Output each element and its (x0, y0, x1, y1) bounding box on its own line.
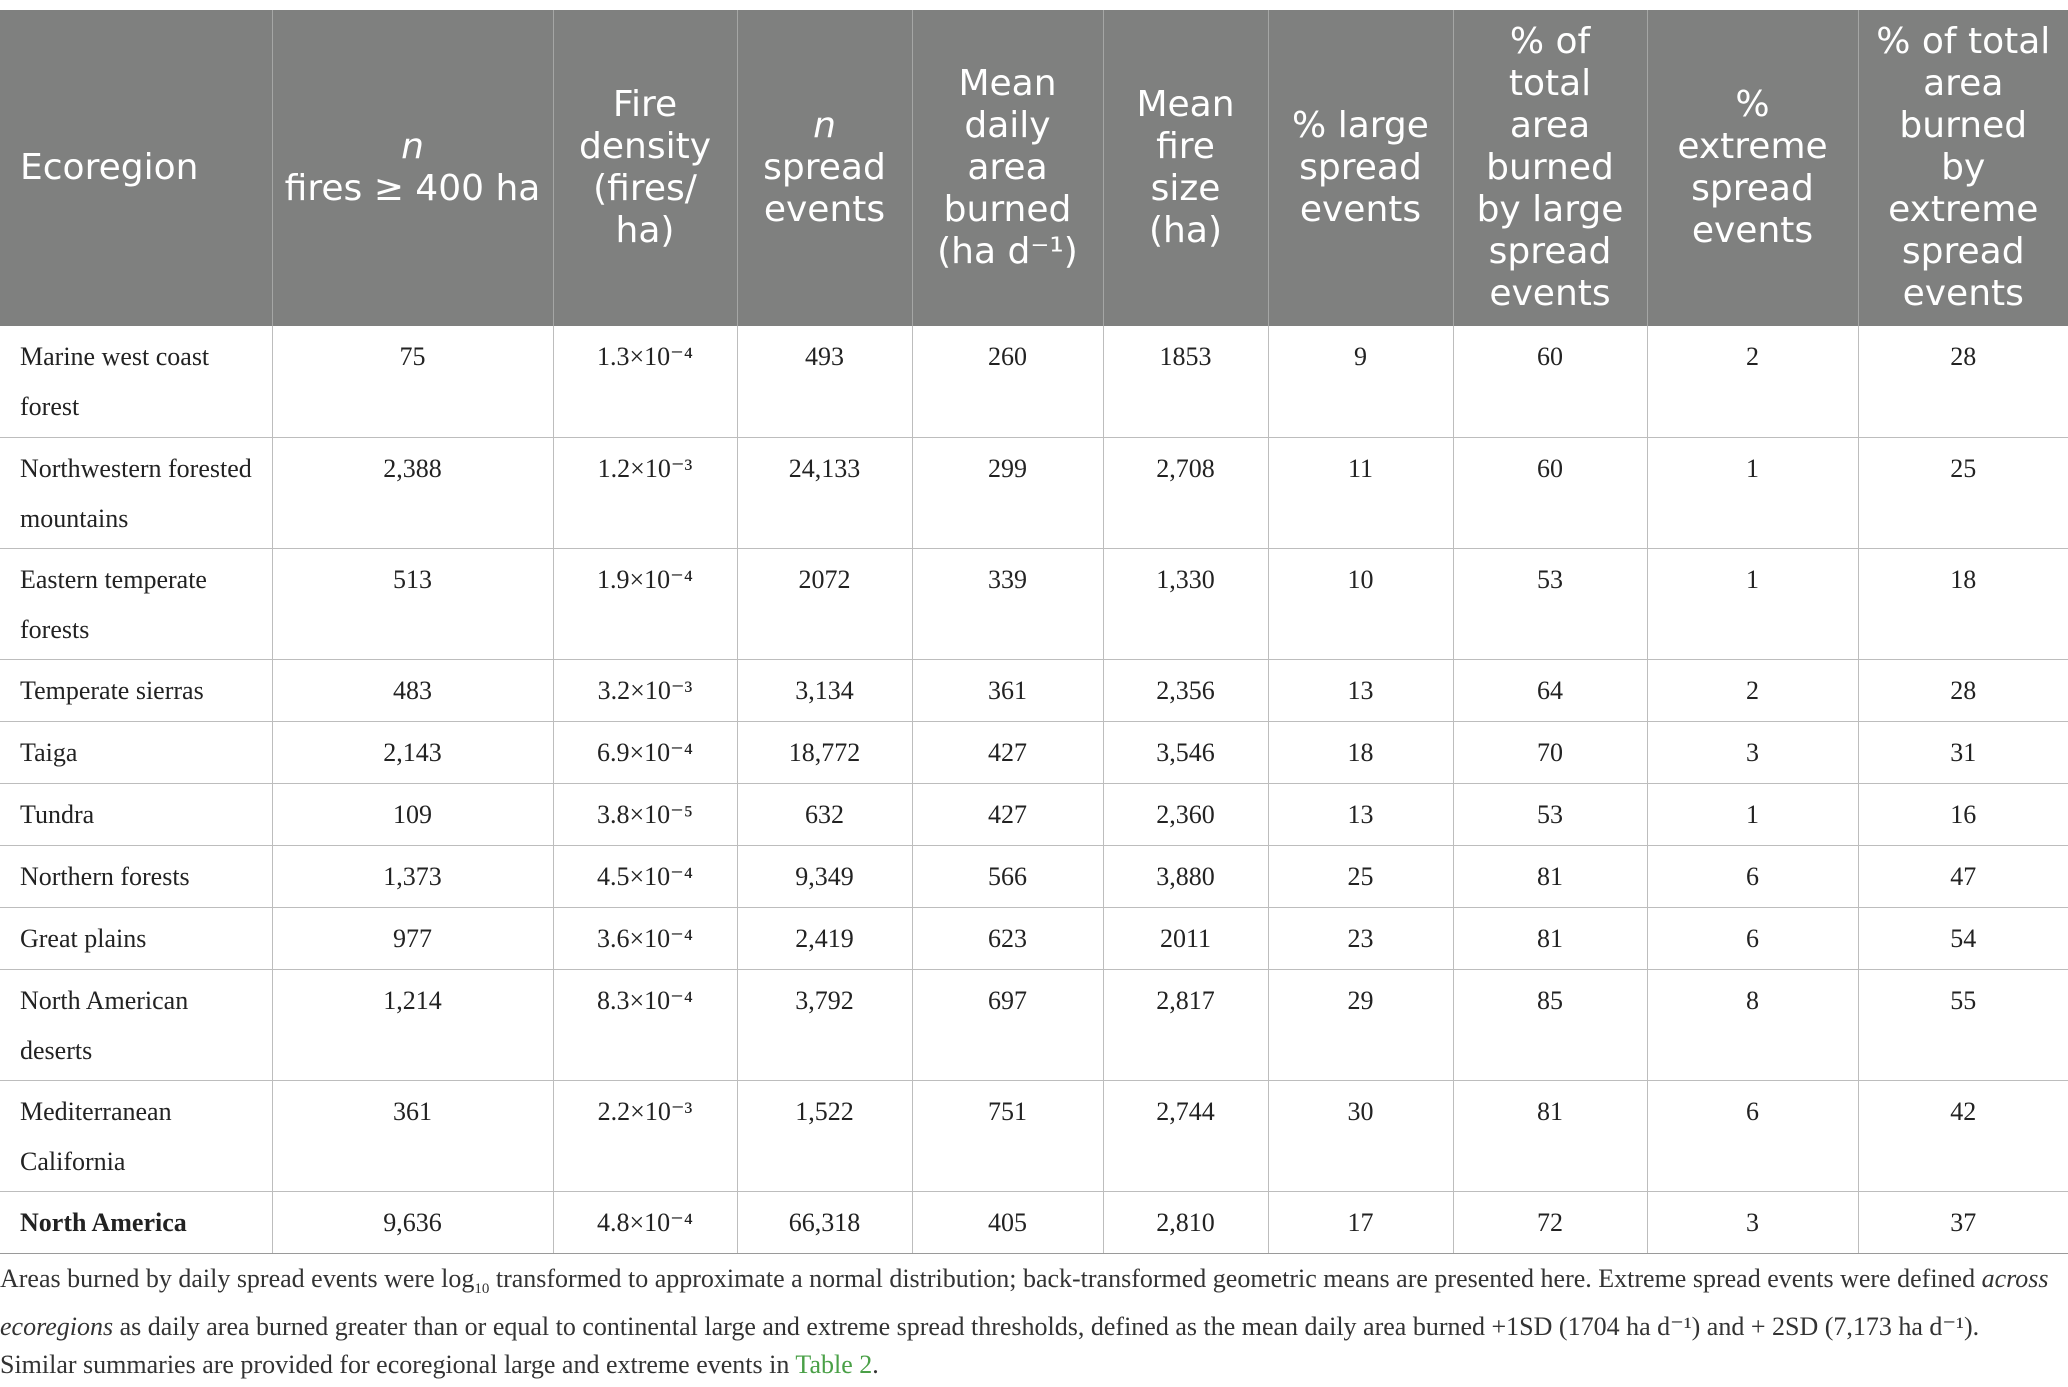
header-italic-n: n (401, 126, 424, 167)
cell-pct-large: 30 (1268, 1080, 1453, 1191)
cell-n-spread: 9,349 (737, 845, 912, 907)
cell-pct-area-extreme: 18 (1858, 548, 2068, 659)
cell-pct-extreme: 1 (1647, 437, 1858, 548)
cell-pct-area-large: 53 (1453, 548, 1647, 659)
cell-mean-size: 1,330 (1103, 548, 1268, 659)
cell-mean-size: 2,360 (1103, 783, 1268, 845)
ecoregion-table-container (0, 10, 2068, 1254)
footnote-subscript: 10 (474, 1281, 490, 1298)
footnote-text-3: as daily area burned greater than or equal to continental large and extreme spread thresholds, defined as the mean daily area burned +1SD (1704 ha d⁻¹) and + 2SD (7,173 ha d⁻¹). Similar summaries are provided for ecoregional large and extreme events in (0, 1312, 1980, 1380)
cell-density: 2.2×10⁻³ (553, 1080, 737, 1191)
cell-pct-large: 23 (1268, 907, 1453, 969)
cell-pct-large: 17 (1268, 1191, 1453, 1253)
cell-n-fires: 361 (272, 1080, 553, 1191)
cell-n-fires: 2,388 (272, 437, 553, 548)
cell-pct-extreme: 6 (1647, 1080, 1858, 1191)
cell-pct-area-large: 81 (1453, 1080, 1647, 1191)
table-row (0, 548, 2068, 659)
cell-pct-area-large: 60 (1453, 437, 1647, 548)
column-header-0 (0, 10, 272, 326)
header-line: area (1509, 105, 1591, 146)
column-header-8 (1647, 10, 1858, 326)
header-line: spread (1488, 231, 1612, 272)
cell-mean-daily: 751 (912, 1080, 1103, 1191)
header-line: % (1735, 84, 1770, 125)
header-line: events (1489, 273, 1611, 314)
header-line: extreme (1888, 189, 2039, 230)
header-line: total (1508, 63, 1592, 104)
cell-mean-size: 1853 (1103, 326, 1268, 437)
footnote-italic: across ecoregions (0, 1264, 2049, 1342)
cell-n-fires: 75 (272, 326, 553, 437)
column-header-6 (1268, 10, 1453, 326)
header-line: by (1941, 147, 1986, 188)
cell-pct-area-large: 85 (1453, 969, 1647, 1080)
column-header-4 (912, 10, 1103, 326)
cell-n-fires: 513 (272, 548, 553, 659)
column-header-2 (553, 10, 737, 326)
table-row (0, 845, 2068, 907)
cell-pct-area-extreme: 54 (1858, 907, 2068, 969)
table-row (0, 326, 2068, 437)
cell-n-spread: 2,419 (737, 907, 912, 969)
table-row (0, 659, 2068, 721)
cell-mean-size: 2,356 (1103, 659, 1268, 721)
table-row (0, 721, 2068, 783)
header-line: events (1902, 273, 2024, 314)
table-row (0, 783, 2068, 845)
cell-name: Temperate sierras (0, 659, 272, 721)
cell-pct-large: 25 (1268, 845, 1453, 907)
cell-n-fires: 9,636 (272, 1191, 553, 1253)
cell-pct-extreme: 2 (1647, 659, 1858, 721)
cell-density: 4.8×10⁻⁴ (553, 1191, 737, 1253)
cell-mean-daily: 427 (912, 783, 1103, 845)
cell-mean-daily: 361 (912, 659, 1103, 721)
cell-pct-extreme: 8 (1647, 969, 1858, 1080)
cell-mean-daily: 260 (912, 326, 1103, 437)
table-body (0, 326, 2068, 1253)
cell-name: Great plains (0, 907, 272, 969)
cell-pct-extreme: 1 (1647, 783, 1858, 845)
cell-mean-daily: 566 (912, 845, 1103, 907)
cell-name: Northwestern forested mountains (0, 437, 272, 548)
cell-density: 1.9×10⁻⁴ (553, 548, 737, 659)
cell-density: 1.2×10⁻³ (553, 437, 737, 548)
cell-pct-area-large: 81 (1453, 907, 1647, 969)
cell-name: Northern forests (0, 845, 272, 907)
cell-mean-size: 3,546 (1103, 721, 1268, 783)
cell-n-spread: 493 (737, 326, 912, 437)
table-row (0, 969, 2068, 1080)
cell-pct-area-large: 53 (1453, 783, 1647, 845)
header-line: spread (1901, 231, 2025, 272)
header-line: density (579, 126, 711, 167)
cell-pct-area-extreme: 42 (1858, 1080, 2068, 1191)
cell-pct-area-extreme: 55 (1858, 969, 2068, 1080)
cell-density: 3.6×10⁻⁴ (553, 907, 737, 969)
cell-mean-daily: 405 (912, 1191, 1103, 1253)
header-line: extreme (1677, 126, 1828, 167)
cell-pct-area-extreme: 28 (1858, 326, 2068, 437)
header-line: Ecoregion (20, 147, 199, 188)
cell-n-spread: 24,133 (737, 437, 912, 548)
header-line: Fire (612, 84, 678, 125)
cell-pct-area-large: 72 (1453, 1191, 1647, 1253)
column-header-3 (737, 10, 912, 326)
header-line: burned (1899, 105, 2028, 146)
header-row (0, 10, 2068, 326)
cell-mean-daily: 697 (912, 969, 1103, 1080)
header-line: events (1299, 189, 1422, 230)
cell-n-spread: 1,522 (737, 1080, 912, 1191)
footnote-text-2: transformed to approximate a normal distribution; back-transformed geometric means are presented here. Extreme spread events were defined (489, 1264, 1982, 1293)
header-line: fire (1156, 126, 1215, 167)
cell-pct-area-large: 60 (1453, 326, 1647, 437)
column-header-5 (1103, 10, 1268, 326)
ecoregion-fire-table (0, 10, 2068, 1254)
header-line: spread (1691, 168, 1814, 209)
cell-pct-extreme: 2 (1647, 326, 1858, 437)
cell-density: 1.3×10⁻⁴ (553, 326, 737, 437)
cell-n-spread: 66,318 (737, 1191, 912, 1253)
header-line: (ha) (1149, 210, 1222, 251)
cell-n-fires: 109 (272, 783, 553, 845)
table-row (0, 1080, 2068, 1191)
header-line: % of total (1876, 21, 2051, 62)
column-header-7 (1453, 10, 1647, 326)
cell-pct-extreme: 3 (1647, 1191, 1858, 1253)
cell-pct-large: 18 (1268, 721, 1453, 783)
table-row (0, 437, 2068, 548)
cell-pct-area-large: 64 (1453, 659, 1647, 721)
table-2-link[interactable]: Table 2 (795, 1350, 873, 1380)
table-row (0, 1191, 2068, 1253)
header-line: spread (763, 147, 886, 188)
header-line: spread (1299, 147, 1422, 188)
header-line: Mean (958, 63, 1057, 104)
cell-name: Taiga (0, 721, 272, 783)
header-line: area (967, 147, 1048, 188)
header-italic-n: n (813, 105, 836, 146)
cell-pct-extreme: 1 (1647, 548, 1858, 659)
header-line: fires ≥ 400 ha (284, 168, 541, 209)
header-line: (fires/ (593, 168, 697, 209)
table-header (0, 10, 2068, 326)
cell-mean-size: 2,708 (1103, 437, 1268, 548)
cell-n-spread: 3,792 (737, 969, 912, 1080)
header-line: by large (1476, 189, 1624, 230)
cell-n-spread: 2072 (737, 548, 912, 659)
cell-mean-size: 2,817 (1103, 969, 1268, 1080)
header-line: burned (943, 189, 1072, 230)
cell-n-spread: 18,772 (737, 721, 912, 783)
header-line: size (1150, 168, 1221, 209)
cell-mean-daily: 623 (912, 907, 1103, 969)
cell-density: 8.3×10⁻⁴ (553, 969, 737, 1080)
cell-pct-area-extreme: 28 (1858, 659, 2068, 721)
cell-name: North America (0, 1191, 272, 1253)
table-footnote (0, 1260, 2060, 1384)
header-line: % large (1292, 105, 1429, 146)
cell-pct-large: 9 (1268, 326, 1453, 437)
cell-pct-extreme: 6 (1647, 907, 1858, 969)
cell-mean-size: 3,880 (1103, 845, 1268, 907)
cell-mean-size: 2,744 (1103, 1080, 1268, 1191)
cell-mean-daily: 427 (912, 721, 1103, 783)
header-line: events (763, 189, 886, 230)
header-line: (ha d⁻¹) (937, 231, 1078, 272)
cell-pct-area-large: 70 (1453, 721, 1647, 783)
column-header-9 (1858, 10, 2068, 326)
header-line: area (1923, 63, 2004, 104)
cell-pct-large: 29 (1268, 969, 1453, 1080)
table-row (0, 907, 2068, 969)
cell-mean-daily: 299 (912, 437, 1103, 548)
cell-pct-large: 13 (1268, 659, 1453, 721)
cell-n-fires: 1,214 (272, 969, 553, 1080)
header-line: Mean (1136, 84, 1235, 125)
cell-density: 3.2×10⁻³ (553, 659, 737, 721)
cell-density: 3.8×10⁻⁵ (553, 783, 737, 845)
cell-pct-large: 11 (1268, 437, 1453, 548)
header-line: % of (1509, 21, 1591, 62)
cell-mean-size: 2,810 (1103, 1191, 1268, 1253)
cell-n-fires: 2,143 (272, 721, 553, 783)
cell-name: Mediterranean California (0, 1080, 272, 1191)
cell-pct-area-extreme: 31 (1858, 721, 2068, 783)
cell-pct-area-extreme: 16 (1858, 783, 2068, 845)
cell-pct-extreme: 6 (1647, 845, 1858, 907)
cell-pct-large: 10 (1268, 548, 1453, 659)
cell-pct-extreme: 3 (1647, 721, 1858, 783)
cell-density: 4.5×10⁻⁴ (553, 845, 737, 907)
cell-pct-large: 13 (1268, 783, 1453, 845)
cell-pct-area-extreme: 47 (1858, 845, 2068, 907)
cell-n-fires: 483 (272, 659, 553, 721)
cell-mean-daily: 339 (912, 548, 1103, 659)
header-line: burned (1486, 147, 1614, 188)
cell-name: Tundra (0, 783, 272, 845)
cell-mean-size: 2011 (1103, 907, 1268, 969)
cell-pct-area-large: 81 (1453, 845, 1647, 907)
header-line: events (1691, 210, 1814, 251)
cell-n-fires: 977 (272, 907, 553, 969)
cell-density: 6.9×10⁻⁴ (553, 721, 737, 783)
header-line: daily (964, 105, 1051, 146)
header-line: ha) (615, 210, 675, 251)
cell-n-spread: 632 (737, 783, 912, 845)
column-header-1 (272, 10, 553, 326)
cell-n-spread: 3,134 (737, 659, 912, 721)
cell-name: North American deserts (0, 969, 272, 1080)
cell-pct-area-extreme: 37 (1858, 1191, 2068, 1253)
cell-name: Eastern temperate forests (0, 548, 272, 659)
footnote-text-1: Areas burned by daily spread events were log (0, 1264, 475, 1293)
footnote-text-4: . (872, 1350, 879, 1380)
cell-name: Marine west coast forest (0, 326, 272, 437)
cell-n-fires: 1,373 (272, 845, 553, 907)
cell-pct-area-extreme: 25 (1858, 437, 2068, 548)
